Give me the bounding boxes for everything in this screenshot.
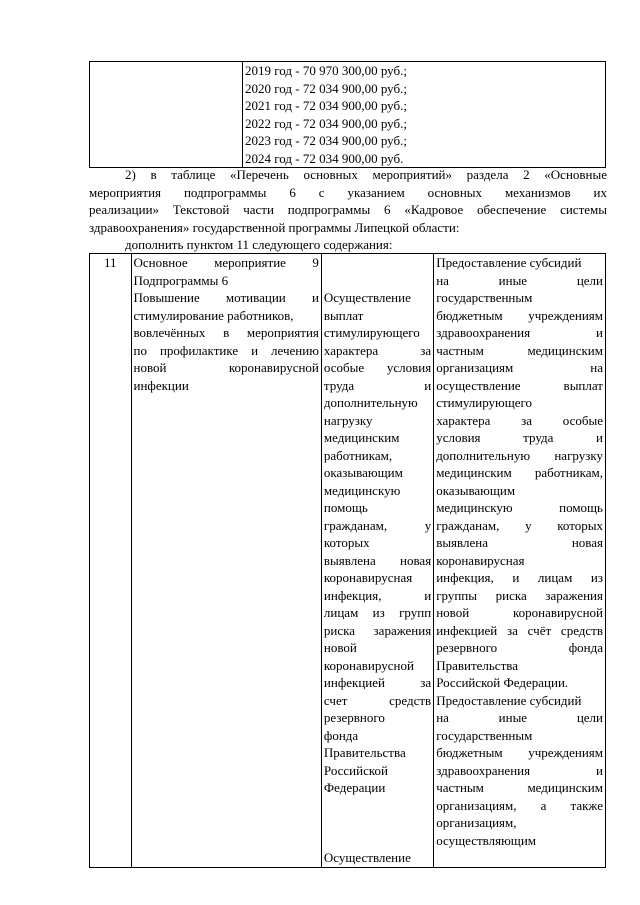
measure-mechanism-line: которых: [323, 535, 370, 550]
measure-mechanism-line: Российской: [323, 762, 388, 778]
funding-empty-cell: [90, 62, 243, 168]
measure-mechanism-line: выплат: [323, 307, 364, 323]
measure-name-line: вовлечённых в мероприятия: [133, 325, 319, 340]
measure-mechanism-cell: [321, 254, 433, 868]
funding-year-line: 2023 год - 72 034 900,00 руб.;: [245, 133, 407, 148]
measure-mechanism-line: медицинским: [323, 430, 400, 445]
measure-result-line: медицинским работникам,: [436, 465, 603, 480]
measure-result-line: Российской Федерации.: [436, 675, 569, 690]
measure-mechanism-line: оказывающим: [323, 465, 403, 480]
measure-result-line: дополнительную нагрузку: [436, 447, 603, 463]
measure-mechanism-line: нагрузку: [323, 412, 373, 428]
measure-result-line: здравоохранения и: [436, 325, 603, 340]
funding-year-line: 2019 год - 70 970 300,00 руб.;: [245, 63, 407, 78]
measure-name-cell: [131, 254, 321, 868]
measure-result-line: Правительства: [436, 657, 518, 673]
funding-year-line: 2020 год - 72 034 900,00 руб.;: [245, 80, 407, 96]
funding-table: [89, 61, 606, 168]
measure-mechanism-line: фонда: [323, 727, 359, 743]
measure-mechanism-line: инфекцией за: [323, 675, 432, 690]
measure-result-line: частным медицинским: [436, 342, 603, 358]
measure-mechanism-line: гражданам, у: [323, 517, 432, 533]
measure-result-line: инфекция, и лицам из: [436, 570, 603, 585]
measure-mechanism-line: коронавирусной: [323, 657, 414, 673]
measure-result-line: на иные цели: [436, 710, 603, 725]
measure-number: 11: [90, 254, 132, 868]
funding-row: [90, 62, 606, 168]
measure-result-line: организациям,: [436, 815, 517, 830]
measure-result-line: гражданам, у которых: [436, 517, 603, 533]
measure-mechanism-line: характера за: [323, 342, 432, 358]
measure-mechanism-line: выявлена новая: [323, 552, 432, 568]
measure-mechanism-line: Федерации: [323, 780, 386, 795]
paragraph-line: здравоохранения» государственной программы Липецкой области:: [89, 219, 460, 235]
measure-result-line: на иные цели: [436, 272, 603, 288]
measure-mechanism-line: коронавирусная: [323, 570, 413, 585]
measure-mechanism-line: счет средств: [323, 692, 432, 708]
measure-name-line: Подпрограммы 6: [133, 272, 229, 288]
measure-result-line: организациям на: [436, 360, 603, 375]
paragraph-line: мероприятия подпрограммы 6 с указанием основных механизмов их: [89, 184, 607, 200]
measure-result-line: бюджетным учреждениям: [436, 307, 603, 323]
measure-result-line: характера за особые: [436, 412, 603, 428]
paragraph-line: 2) в таблице «Перечень основных мероприятий» раздела 2 «Основные: [125, 167, 607, 182]
amendment-paragraph: [89, 166, 607, 254]
measure-mechanism-line: дополнительную: [323, 395, 418, 410]
measure-result-line: коронавирусная: [436, 552, 525, 568]
measure-mechanism-line: инфекция, и: [323, 587, 432, 603]
measure-mechanism-line: труда и: [323, 377, 432, 393]
measure-result-line: оказывающим: [436, 482, 516, 498]
funding-year-line: 2022 год - 72 034 900,00 руб.;: [245, 115, 407, 131]
measure-name-line: по профилактике и лечению: [133, 342, 319, 358]
measure-result-line: осуществляющим: [436, 832, 537, 848]
blank-line: [324, 832, 431, 850]
measure-mechanism-line: работникам,: [323, 447, 393, 463]
funding-year-line: 2021 год - 72 034 900,00 руб.;: [245, 98, 407, 113]
measure-mechanism-line: помощь: [323, 500, 368, 515]
measure-result-line: государственным: [436, 727, 533, 743]
measure-result-line: выявлена новая: [436, 535, 603, 550]
measure-mechanism-line: медицинскую: [323, 482, 401, 498]
measure-result-line: резервного фонда: [436, 640, 603, 655]
measure-mechanism-line: новой: [323, 640, 357, 655]
measure-mechanism-line: стимулирующего: [323, 325, 420, 340]
funding-years-cell: [243, 62, 606, 168]
measure-row-11: [90, 254, 606, 868]
paragraph-line: реализации» Текстовой части подпрограммы 6 «Кадровое обеспечение системы: [89, 202, 607, 217]
blank-line: [324, 254, 431, 272]
measure-result-line: группы риска заражения: [436, 587, 603, 603]
measure-mechanism-line: Осуществление: [323, 290, 411, 305]
measure-mechanism-line: особые условия: [323, 360, 432, 375]
measures-table: [89, 253, 606, 868]
measure-result-line: здравоохранения и: [436, 762, 603, 778]
measure-result-line: бюджетным учреждениям: [436, 745, 603, 760]
measure-result-cell: [434, 254, 606, 868]
measure-result-line: государственным: [436, 290, 533, 305]
measure-result-line: стимулирующего: [436, 395, 533, 410]
measure-name-line: стимулирование работников,: [133, 307, 294, 323]
measure-mechanism-line: риска заражения: [323, 622, 432, 638]
measure-name-line: новой коронавирусной: [133, 360, 319, 375]
measure-mechanism-line: резервного: [323, 710, 385, 725]
measure-name-line: Основное мероприятие 9: [133, 255, 319, 270]
measure-result-line: частным медицинским: [436, 780, 603, 795]
measure-result-line: организациям, а также: [436, 797, 603, 813]
measure-result-line: медицинскую помощь: [436, 500, 603, 515]
measure-result-line: условия труда и: [436, 430, 603, 445]
blank-line: [324, 797, 431, 815]
blank-line: [324, 272, 431, 290]
measure-mechanism-line: лицам из групп: [323, 605, 432, 620]
measure-result-line: Предоставление субсидий: [436, 255, 582, 270]
measure-name-line: Повышение мотивации и: [133, 290, 319, 305]
measure-name-line: инфекции: [133, 377, 189, 393]
measure-result-line: новой коронавирусной: [436, 605, 603, 620]
funding-year-line: 2024 год - 72 034 900,00 руб.: [245, 150, 404, 166]
measure-result-line: осуществление выплат: [436, 377, 603, 393]
measure-result-line: Предоставление субсидий: [436, 692, 582, 708]
measure-result-line: инфекцией за счёт средств: [436, 622, 603, 638]
paragraph-line: дополнить пунктом 11 следующего содержания:: [125, 237, 393, 252]
blank-line: [324, 814, 431, 832]
measure-mechanism-line: Правительства: [323, 745, 406, 760]
measure-mechanism-line: Осуществление: [323, 850, 411, 865]
